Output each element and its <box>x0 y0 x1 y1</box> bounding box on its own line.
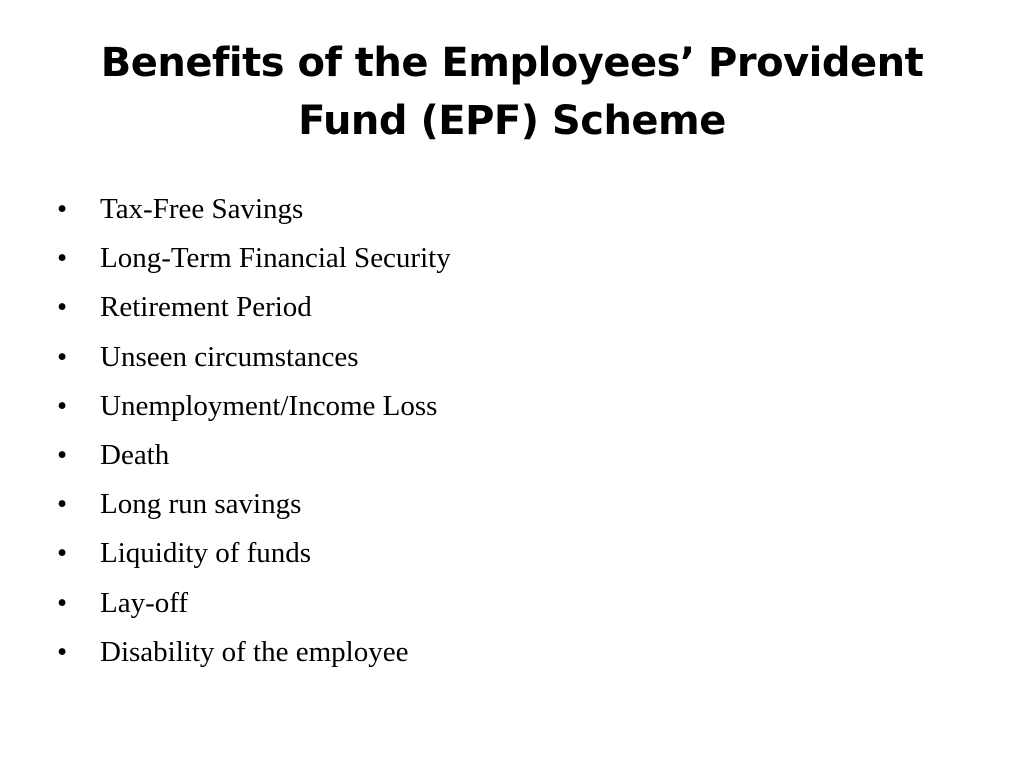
bullet-point-icon: • <box>57 439 68 472</box>
bullet-text: Long-Term Financial Security <box>100 242 451 275</box>
bullet-item-long-run-savings <box>57 480 451 529</box>
bullet-item-unemployment-income-loss <box>57 382 451 431</box>
bullet-item-tax-free-savings <box>57 185 451 234</box>
bullet-item-disability-of-the-employee <box>57 628 451 677</box>
bullet-text: Unseen circumstances <box>100 340 359 373</box>
bullet-point-icon: • <box>57 291 68 324</box>
slide-title <box>40 34 984 150</box>
bullet-text: Disability of the employee <box>100 635 409 668</box>
bullet-item-retirement-period <box>57 283 451 332</box>
bullet-point-icon: • <box>57 586 68 619</box>
bullet-point-icon: • <box>57 635 68 668</box>
bullet-list <box>57 185 451 677</box>
slide-title-line-1: Benefits of the Employees’ Provident <box>100 40 924 86</box>
bullet-text: Death <box>100 439 170 472</box>
bullet-point-icon: • <box>57 537 68 570</box>
bullet-point-icon: • <box>57 193 68 225</box>
bullet-text: Liquidity of funds <box>100 537 312 570</box>
slide-title-line-2: Fund (EPF) Scheme <box>298 98 726 144</box>
bullet-text: Long run savings <box>100 488 302 521</box>
bullet-item-unseen-circumstances <box>57 333 451 382</box>
bullet-text: Lay-off <box>100 586 189 619</box>
bullet-point-icon: • <box>57 488 68 521</box>
bullet-text: Retirement Period <box>100 291 312 324</box>
bullet-item-long-term-financial-security <box>57 234 451 283</box>
bullet-point-icon: • <box>57 340 68 373</box>
bullet-text: Tax-Free Savings <box>100 193 304 225</box>
bullet-item-death <box>57 431 451 480</box>
bullet-item-liquidity-of-funds <box>57 529 451 578</box>
bullet-item-lay-off <box>57 579 451 628</box>
bullet-point-icon: • <box>57 389 68 422</box>
bullet-point-icon: • <box>57 242 68 275</box>
bullet-text: Unemployment/Income Loss <box>100 389 438 422</box>
